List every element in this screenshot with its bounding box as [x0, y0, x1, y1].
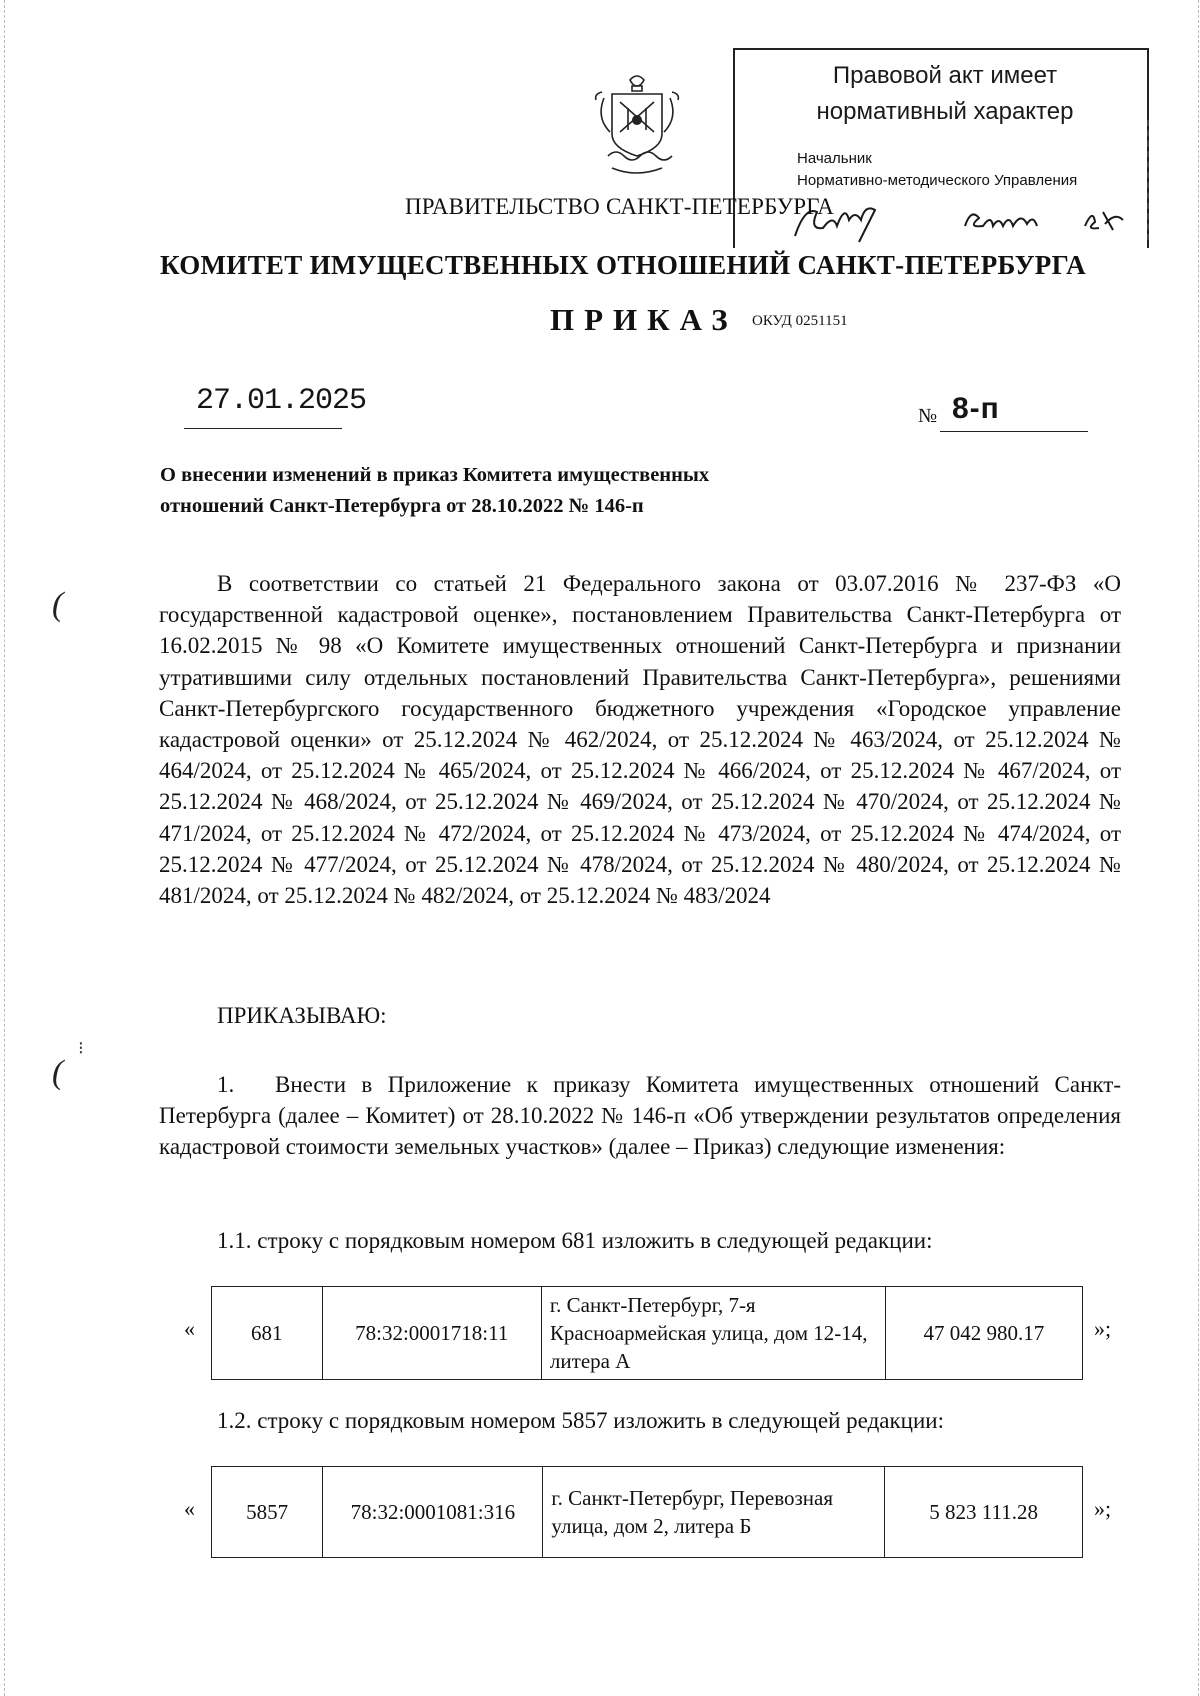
row1-close-quote: »; [1094, 1316, 1112, 1341]
number-underline [940, 431, 1088, 432]
coat-of-arms-icon [594, 72, 680, 180]
number-sign: № [918, 405, 938, 427]
stamp-title: Правовой акт имеет нормативный характер [816, 62, 1074, 125]
date-underline [184, 428, 342, 429]
row-number-cell: 5857 [212, 1467, 323, 1558]
order-word: ПРИКАЗЫВАЮ: [217, 1003, 387, 1028]
address-cell: г. Санкт-Петербург, Перевозная улица, дом 2, литера Б [543, 1467, 885, 1558]
committee-title: КОМИТЕТ ИМУЩЕСТВЕННЫХ ОТНОШЕНИЙ САНКТ-ПЕТЕРБУРГА [160, 250, 1086, 280]
order-subject: О внесении изменений в приказ Комитета имущественных отношений Санкт-Петербурга от 28.10.2022 № 146-п [160, 464, 710, 517]
margin-dot-mark: ⁝ [78, 1038, 84, 1058]
document-type: ПРИКАЗ [550, 302, 738, 337]
row1-open-quote: « [184, 1316, 195, 1341]
item-1-text: Внести в Приложение к приказу Комитета имущественных отношений Санкт-Петербурга (далее – Комитет) от 28.10.2022 № 146-п «Об утверждении результатов определения кадастровой стоимости земельных участков» (далее – Приказ) следующие изменения: [159, 1072, 1121, 1160]
row-681-table [211, 1286, 1083, 1380]
table-row [212, 1467, 1083, 1558]
cadastral-number-cell: 78:32:0001081:316 [323, 1467, 543, 1558]
item-1-paragraph [159, 1069, 1121, 1163]
row2-open-quote: « [184, 1496, 195, 1521]
order-number: 8-п [952, 392, 1000, 425]
subitem-1-1: 1.1. строку с порядковым номером 681 изложить в следующей редакции: [217, 1228, 933, 1253]
row2-close-quote: »; [1094, 1496, 1112, 1521]
scan-edge-left [4, 0, 5, 1696]
stamp-position-line1: Начальник [797, 150, 872, 167]
row-5857-table [211, 1466, 1083, 1558]
table-row [212, 1287, 1083, 1380]
subitem-1-2: 1.2. строку с порядковым номером 5857 изложить в следующей редакции: [217, 1408, 944, 1433]
stamp-edge [1145, 120, 1149, 240]
preamble-paragraph: В соответствии со статьей 21 Федерального закона от 03.07.2016 № 237-ФЗ «О государственной кадастровой оценке», постановлением Правительства Санкт-Петербурга от 16.02.2015 № 98 «О Комитете имущественных отношений Санкт-Петербурга и признании утратившими силу отдельных постановлений Правительства Санкт-Петербурга», решениями Санкт-Петербургского государственного бюджетного учреждения «Городское управление кадастровой оценки» от 25.12.2024 № 462/2024, от 25.12.2024 № 463/2024, от 25.12.2024 № 464/2024, от 25.12.2024 № 465/2024, от 25.12.2024 № 466/2024, от 25.12.2024 № 467/2024, от 25.12.2024 № 468/2024, от 25.12.2024 № 469/2024, от 25.12.2024 № 470/2024, от 25.12.2024 № 471/2024, от 25.12.2024 № 472/2024, от 25.12.2024 № 473/2024, от 25.12.2024 № 474/2024, от 25.12.2024 № 477/2024, от 25.12.2024 № 478/2024, от 25.12.2024 № 480/2024, от 25.12.2024 № 481/2024, от 25.12.2024 № 482/2024, от 25.12.2024 № 483/2024 [159, 571, 1121, 909]
cadastral-value-cell: 47 042 980.17 [885, 1287, 1082, 1380]
row-number-cell: 681 [212, 1287, 323, 1380]
margin-mark: ( [52, 586, 64, 623]
scan-edge-right [1198, 0, 1199, 1696]
order-date: 27.01.2025 [196, 384, 367, 418]
item-1-number: 1. [217, 1072, 235, 1097]
handwritten-signature [785, 186, 1145, 250]
okud-code: ОКУД 0251151 [752, 313, 848, 329]
stamp-position-line2: Нормативно-методического Управления [797, 172, 1078, 189]
cadastral-number-cell: 78:32:0001718:11 [322, 1287, 541, 1380]
government-title: ПРАВИТЕЛЬСТВО САНКТ-ПЕТЕРБУРГА [405, 194, 835, 219]
margin-mark: ( [52, 1054, 64, 1091]
address-cell: г. Санкт-Петербург, 7-я Красноармейская улица, дом 12-14, литера А [541, 1287, 885, 1380]
cadastral-value-cell: 5 823 111.28 [885, 1467, 1083, 1558]
